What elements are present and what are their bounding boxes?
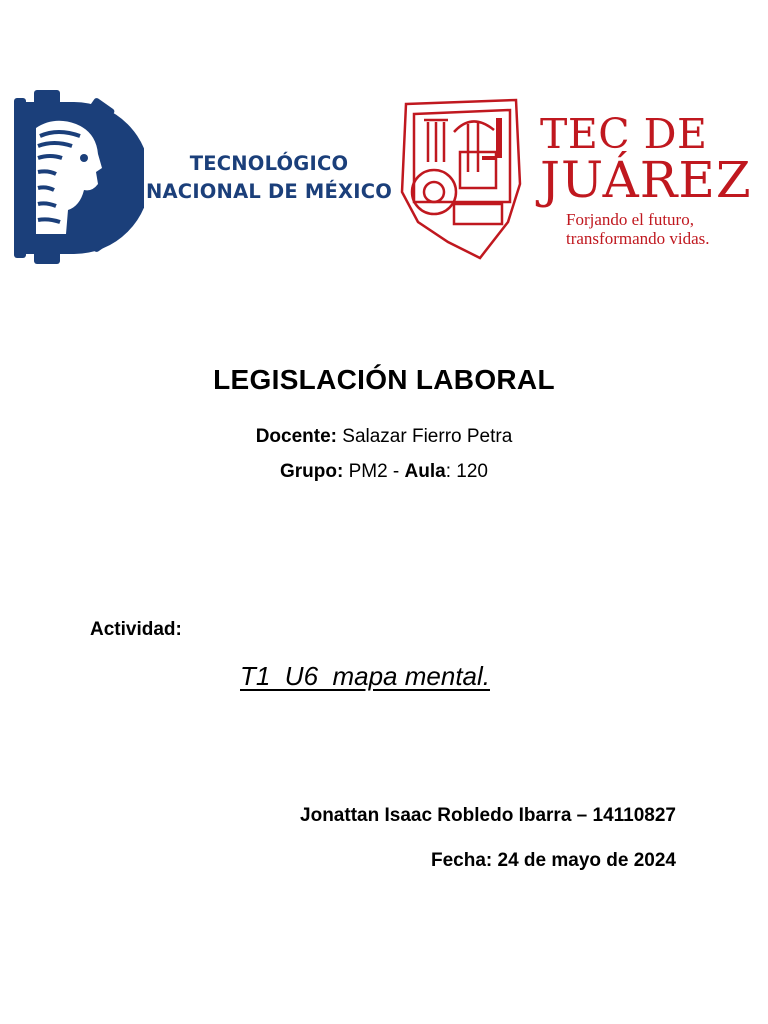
- slogan-line1: Forjando el futuro,: [566, 210, 694, 229]
- actividad-label: Actividad:: [90, 619, 182, 640]
- actividad-value: T1 U6 mapa mental.: [240, 661, 490, 691]
- docente-value: Salazar Fierro Petra: [337, 426, 513, 447]
- grupo-value: PM2 -: [343, 461, 405, 482]
- tec-juarez-slogan: [566, 210, 710, 248]
- student-name: Jonattan Isaac Robledo Ibarra – 14110827: [300, 805, 676, 826]
- tecnm-gear-emblem-icon: [14, 88, 144, 268]
- tecnm-logo: [14, 88, 394, 268]
- docente-line: [0, 426, 768, 448]
- docente-label: Docente:: [255, 426, 337, 447]
- tec-juarez-wordmark: [540, 110, 752, 209]
- grupo-line: [0, 461, 768, 483]
- tecnm-wordmark: [146, 150, 392, 206]
- tec-juarez-line1: TEC DE: [540, 110, 708, 158]
- document-title: LEGISLACIÓN LABORAL: [213, 364, 555, 395]
- date-line: Fecha: 24 de mayo de 2024: [430, 850, 676, 871]
- tec-juarez-seal-icon: [398, 92, 523, 262]
- tec-juarez-line2: JUÁREZ: [540, 151, 752, 209]
- slogan-line2: transformando vidas.: [566, 229, 710, 248]
- tecnm-line2: NACIONAL DE MÉXICO: [146, 180, 392, 203]
- grupo-label: Grupo:: [279, 461, 344, 482]
- tec-juarez-logo: [398, 92, 758, 262]
- tecnm-line1: TECNOLÓGICO: [189, 152, 349, 175]
- aula-value: : 120: [445, 461, 488, 482]
- aula-label: Aula: [404, 461, 446, 482]
